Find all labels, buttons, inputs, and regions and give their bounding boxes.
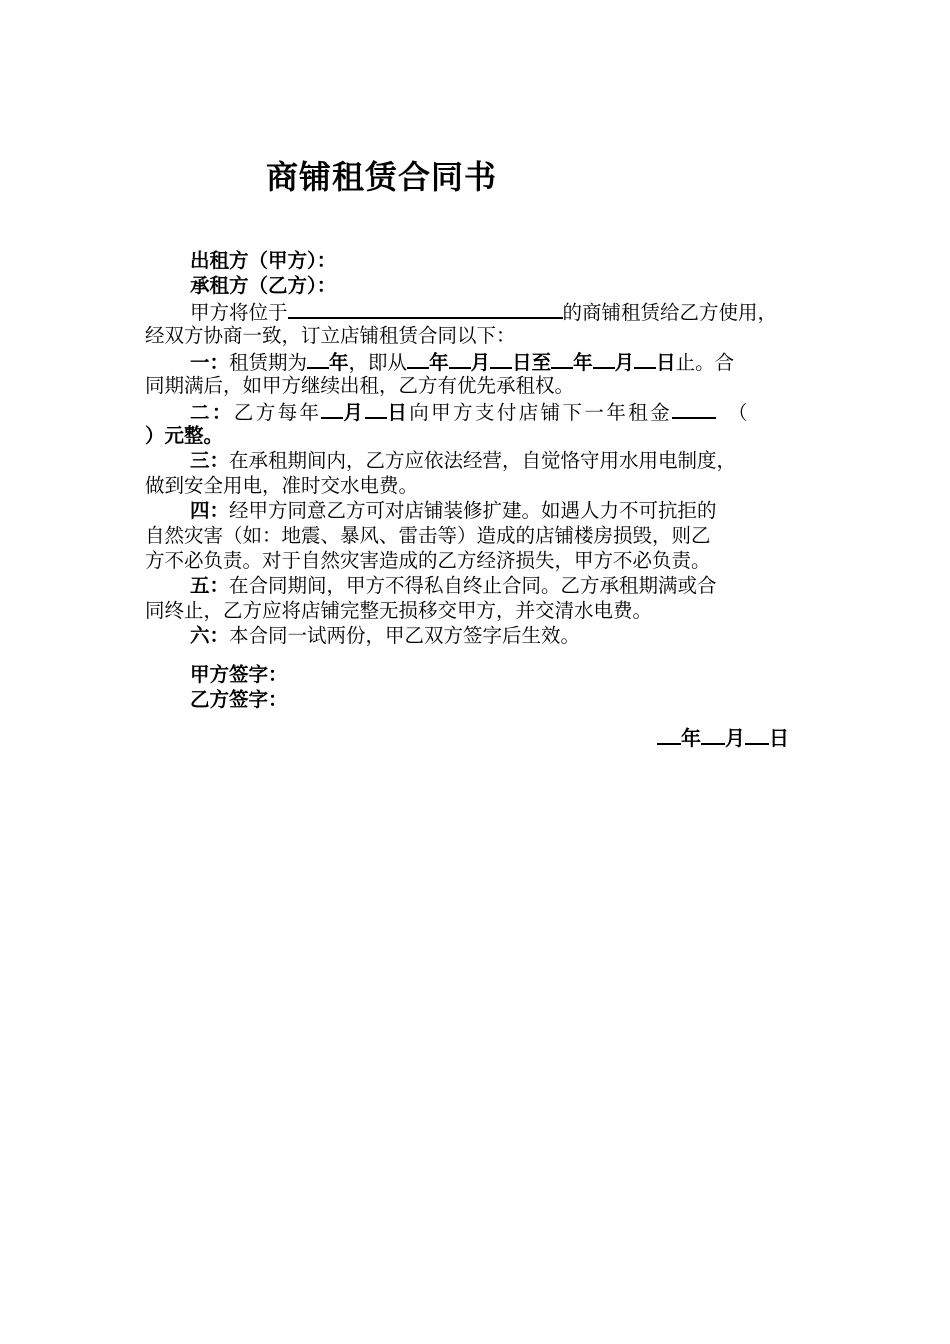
clause-4-line-1 — [145, 498, 815, 523]
clause-1-line-1 — [145, 348, 815, 373]
end-day-label: 日 — [656, 351, 676, 374]
lessor-label: 出租方（甲方）： — [190, 249, 337, 272]
sign-day-label: 日 — [769, 726, 789, 750]
clause-1-text-2: ，即从 — [348, 351, 408, 374]
clause-4-line-3: 方不必负责。对于自然灾害造成的乙方经济损失，甲方不必负责。 — [145, 549, 711, 572]
pay-month-label: 月 — [343, 401, 366, 424]
clause-1-line-2: 同期满后，如甲方继续出租，乙方有优先承租权。 — [145, 374, 575, 397]
rent-amount-blank — [672, 398, 716, 419]
clause-6-number: 六： — [190, 624, 230, 647]
end-month-blank — [593, 348, 615, 369]
clause-5-line-2: 同终止，乙方应将店铺完整无损移交甲方，并交清水电费。 — [145, 599, 653, 622]
clause-5-line-1 — [145, 573, 815, 598]
start-month-blank — [449, 348, 471, 369]
party-b-signature-label: 乙方签字： — [190, 688, 288, 711]
intro-line-2: 经双方协商一致，订立店铺租赁合同以下： — [145, 324, 516, 347]
clause-4-line-2: 自然灾害（如：地震、暴风、雷击等）造成的店铺楼房损毁，则乙 — [145, 524, 711, 547]
intro-line-1 — [145, 298, 815, 323]
start-month-label: 月 — [470, 351, 491, 374]
start-day-blank — [490, 348, 512, 369]
page-title: 商铺租赁合同书 — [266, 158, 498, 196]
clause-3-text-1: 在承租期间内，乙方应依法经营，自觉恪守用水用电制度， — [229, 449, 737, 472]
end-year-blank — [551, 348, 573, 369]
start-year-blank — [407, 348, 429, 369]
term-years-blank — [307, 348, 329, 369]
pay-day-blank — [365, 398, 387, 419]
clause-5-number: 五： — [190, 574, 230, 597]
clause-1-number: 一： — [190, 351, 230, 374]
sign-year-label: 年 — [681, 726, 701, 750]
signing-date — [657, 722, 789, 751]
clause-3-number: 三： — [190, 449, 230, 472]
clause-1-year: 年 — [329, 351, 349, 374]
sign-day-blank — [745, 724, 769, 745]
clause-4-text-1: 经甲方同意乙方可对店铺装修扩建。如遇人力不可抗拒的 — [229, 499, 717, 522]
clause-4-number: 四： — [190, 499, 230, 522]
party-a-signature-label: 甲方签字： — [190, 663, 288, 686]
pay-day-label: 日 — [387, 401, 410, 424]
clause-3-line-2: 做到安全用电，准时交水电费。 — [145, 474, 419, 497]
clause-5-text-1: 在合同期间，甲方不得私自终止合同。乙方承租期满或合 — [229, 574, 717, 597]
lessee-label: 承租方（乙方）： — [190, 274, 337, 297]
start-day-label: 日至 — [512, 351, 552, 374]
start-year-label: 年 — [429, 351, 449, 374]
end-year-label: 年 — [573, 351, 593, 374]
clause-2-line-1 — [145, 398, 815, 423]
clause-1-text-1: 租赁期为 — [229, 351, 308, 374]
clause-3-line-1 — [145, 448, 815, 473]
clause-6-text-1: 本合同一试两份，甲乙双方签字后生效。 — [229, 624, 581, 647]
clause-6-line-1 — [145, 623, 815, 648]
intro-text-2: 的商铺租赁给乙方使用， — [562, 301, 778, 324]
location-blank — [288, 298, 563, 319]
spacer — [145, 648, 815, 662]
clause-2-line-2: ）元整。 — [145, 424, 224, 447]
sign-year-blank — [657, 724, 681, 745]
intro-text-1: 甲方将位于 — [190, 301, 288, 324]
clause-1-text-3: 止。合 — [675, 351, 735, 374]
clause-2-text-1: 乙方每年 — [233, 401, 322, 424]
contract-body — [145, 248, 815, 712]
clause-2-number: 二： — [190, 401, 234, 424]
clause-2-text-2: 向甲方支付店铺下一年租金 — [409, 401, 673, 424]
sign-month-blank — [701, 724, 725, 745]
sign-month-label: 月 — [725, 726, 745, 750]
clause-2-text-3: （ — [728, 401, 750, 424]
end-day-blank — [634, 348, 656, 369]
pay-month-blank — [321, 398, 343, 419]
end-month-label: 月 — [614, 351, 635, 374]
